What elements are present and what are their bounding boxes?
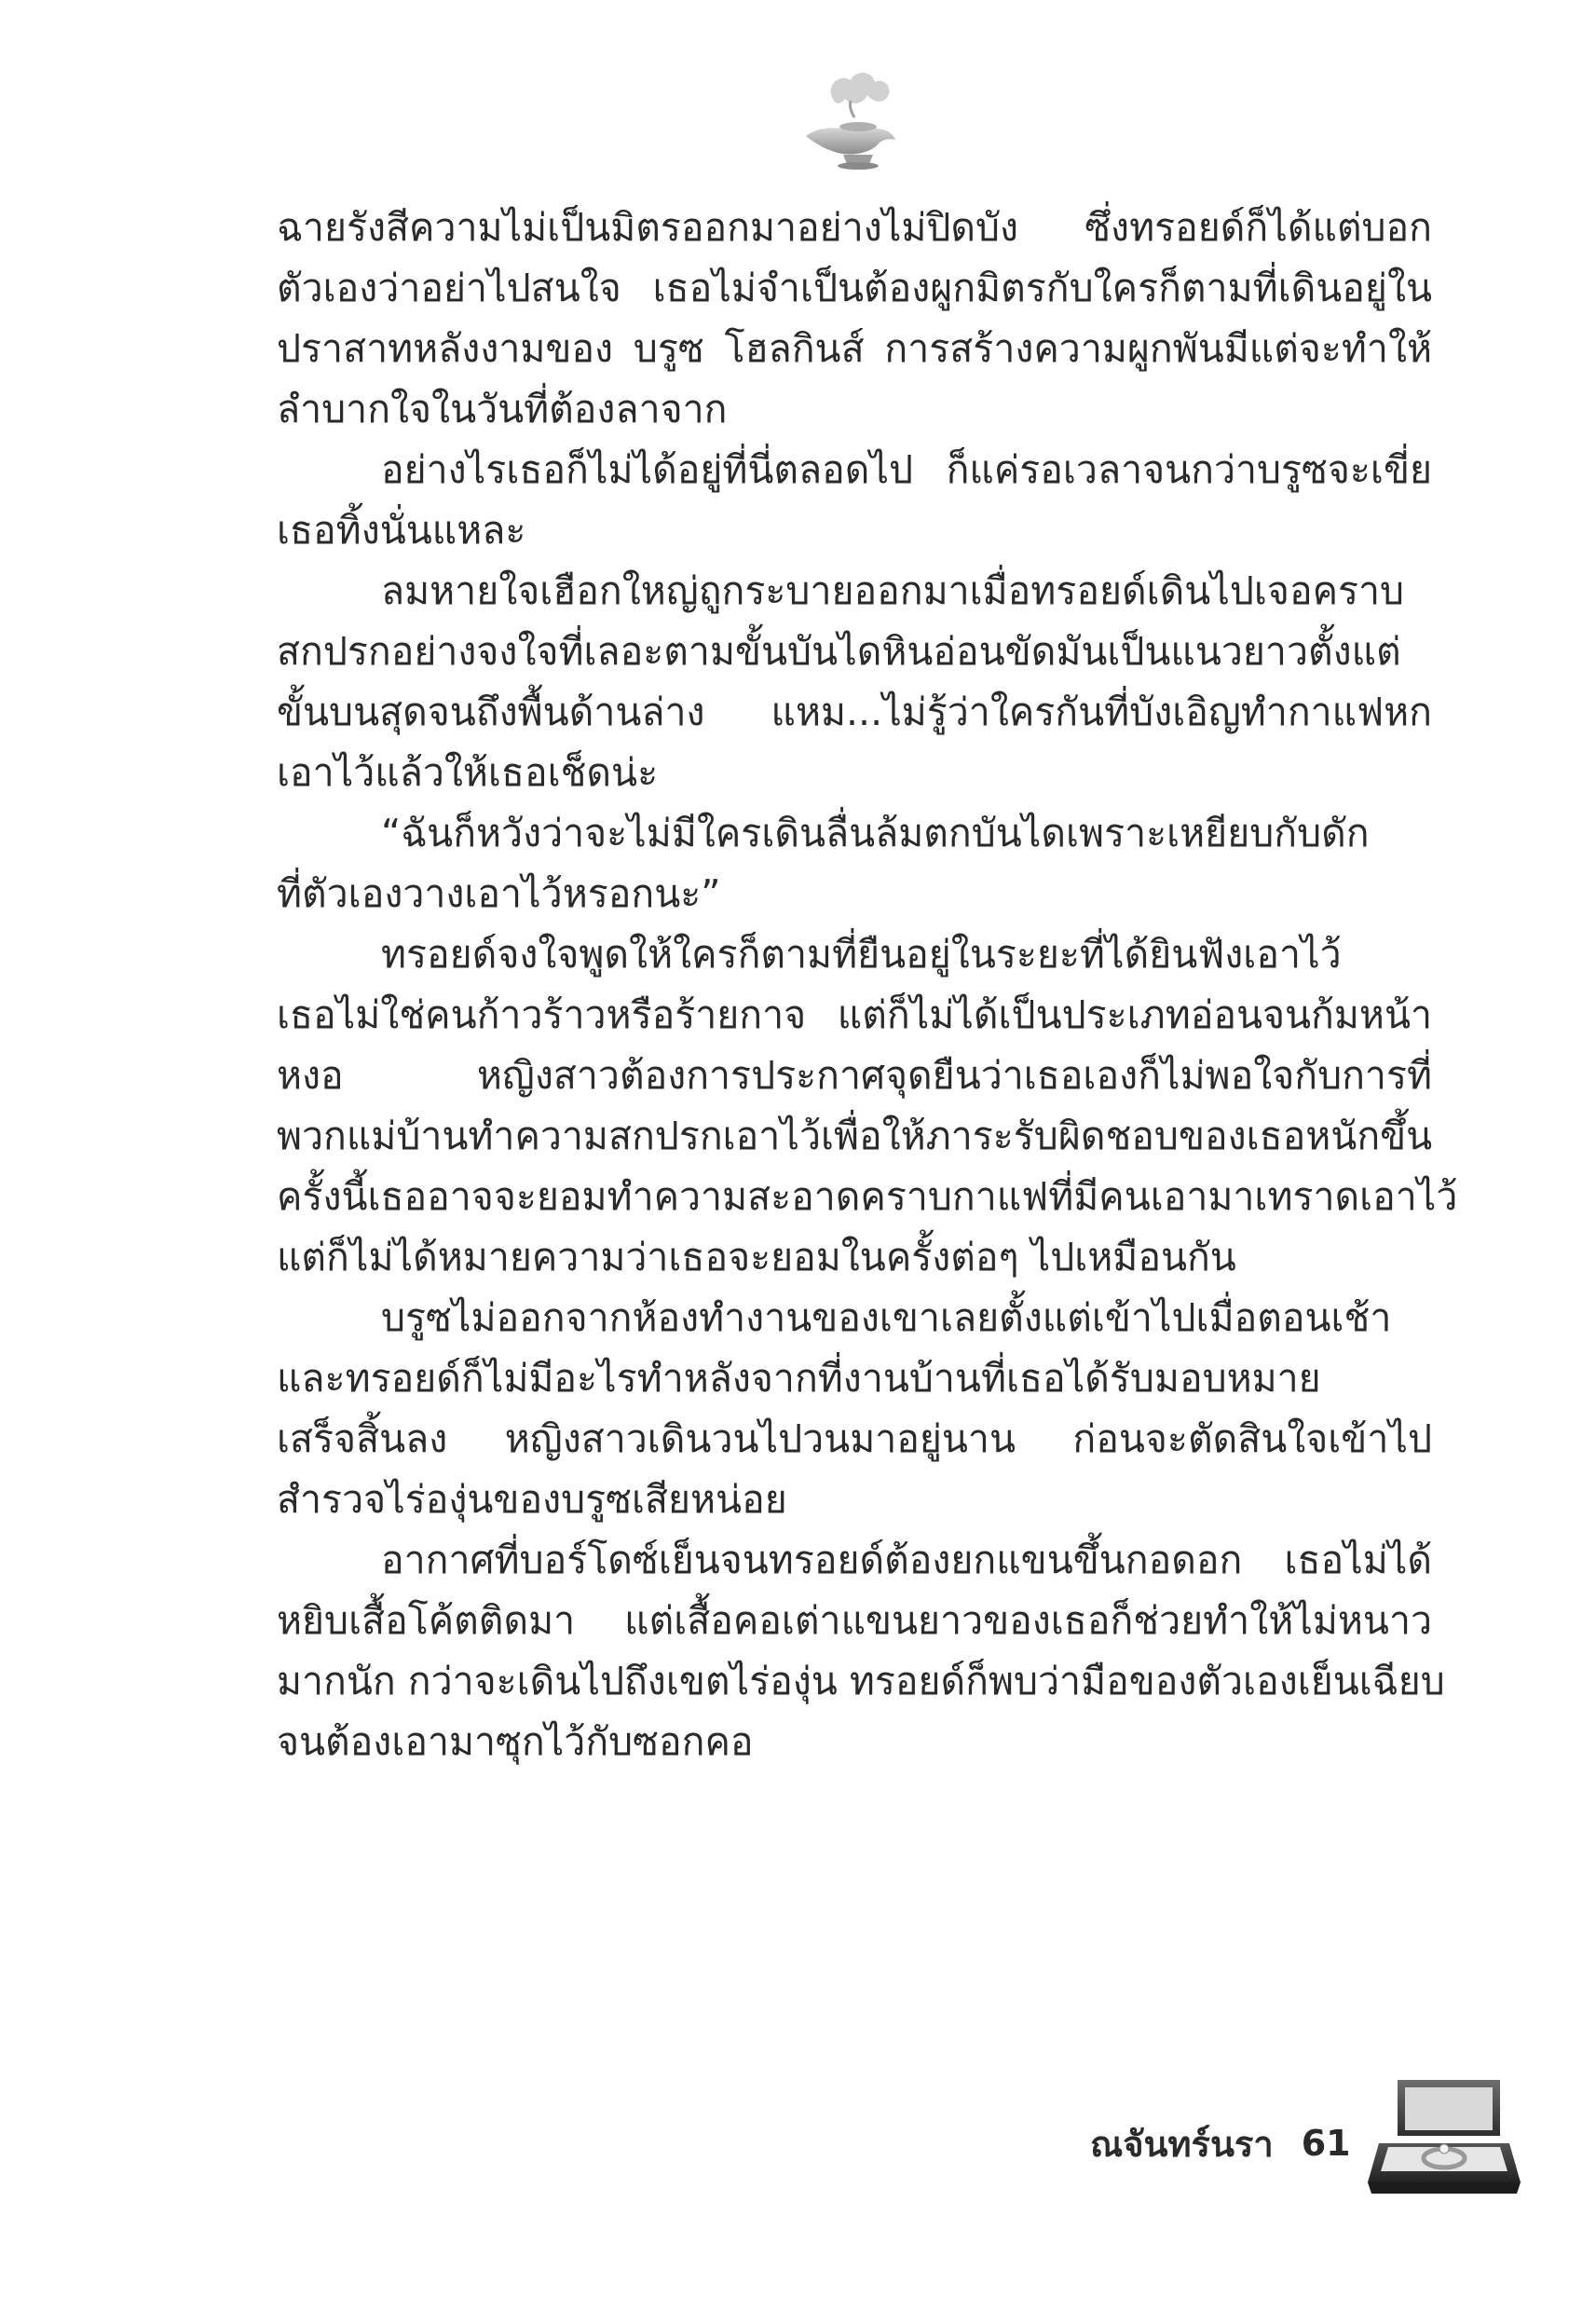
text-line: “ฉันก็หวังว่าจะไม่มีใครเดินลื่นล้มตกบันไดเพราะเหยียบกับดัก — [381, 811, 1370, 855]
text-line: หงอ หญิงสาวต้องการประกาศจุดยืนว่าเธอเองก็ไม่พอใจกับการที่ — [277, 1053, 1432, 1098]
text-line: ลำบากใจในวันที่ต้องลาจาก — [277, 387, 728, 431]
text-line: เธอไม่ใช่คนก้าวร้าวหรือร้ายกาจ แต่ก็ไม่ได้เป็นประเภทอ่อนจนก้มหน้า — [277, 992, 1432, 1037]
text-line: จนต้องเอามาซุกไว้กับซอกคอ — [277, 1719, 754, 1764]
text-line: เธอทิ้งนั่นแหละ — [277, 508, 526, 553]
text-line: ลมหายใจเฮือกใหญ่ถูกระบายออกมาเมื่อทรอยด์เดินไปเจอคราบ — [381, 568, 1405, 613]
page-footer — [1090, 2115, 1351, 2171]
ring-box-icon — [1360, 2071, 1528, 2210]
page-body-text — [277, 198, 1458, 1772]
text-line: ฉายรังสีความไม่เป็นมิตรออกมาอย่างไม่ปิดบัง ซึ่งทรอยด์ก็ได้แต่บอก — [277, 205, 1432, 250]
text-line: สำรวจไร่องุ่นของบรูซเสียหน่อย — [277, 1477, 787, 1522]
text-line: ตัวเองว่าอย่าไปสนใจ เธอไม่จำเป็นต้องผูกมิตรกับใครก็ตามที่เดินอยู่ใน — [277, 266, 1432, 310]
text-line: เอาไว้แล้วให้เธอเช็ดน่ะ — [277, 750, 659, 795]
text-line: ที่ตัวเองวางเอาไว้หรอกนะ” — [277, 871, 721, 916]
author-name: ณจันทร์นรา — [1090, 2123, 1274, 2165]
text-line: และทรอยด์ก็ไม่มีอะไรทำหลังจากที่งานบ้านที่เธอได้รับมอบหมาย — [277, 1356, 1321, 1401]
text-line: ทรอยด์จงใจพูดให้ใครก็ตามที่ยืนอยู่ในระยะที่ได้ยินฟังเอาไว้ — [381, 932, 1342, 977]
text-line: อากาศที่บอร์โดซ์เย็นจนทรอยด์ต้องยกแขนขึ้นกอดอก เธอไม่ได้ — [381, 1538, 1432, 1582]
text-line: หยิบเสื้อโค้ตติดมา แต่เสื้อคอเต่าแขนยาวของเธอก็ช่วยทำให้ไม่หนาว — [277, 1598, 1432, 1643]
text-line: บรูซไม่ออกจากห้องทำงานของเขาเลยตั้งแต่เข้าไปเมื่อตอนเช้า — [381, 1295, 1392, 1340]
text-line: สกปรกอย่างจงใจที่เลอะตามขั้นบันไดหินอ่อนขัดมันเป็นแนวยาวตั้งแต่ — [277, 629, 1401, 674]
genie-lamp-icon — [797, 63, 908, 175]
text-line: ขั้นบนสุดจนถึงพื้นด้านล่าง แหม...ไม่รู้ว่าใครกันที่บังเอิญทำกาแฟหก — [277, 690, 1432, 734]
text-line: แต่ก็ไม่ได้หมายความว่าเธอจะยอมในครั้งต่อๆ ไปเหมือนกัน — [277, 1235, 1236, 1279]
text-line: อย่างไรเธอก็ไม่ได้อยู่ที่นี่ตลอดไป ก็แค่รอเวลาจนกว่าบรูซจะเขี่ย — [381, 447, 1432, 492]
text-line: มากนัก กว่าจะเดินไปถึงเขตไร่องุ่น ทรอยด์ก็พบว่ามือของตัวเองเย็นเฉียบ — [277, 1659, 1445, 1703]
text-line: เสร็จสิ้นลง หญิงสาวเดินวนไปวนมาอยู่นาน ก่อนจะตัดสินใจเข้าไป — [277, 1416, 1432, 1461]
text-line: ครั้งนี้เธออาจจะยอมทำความสะอาดคราบกาแฟที่มีคนเอามาเทราดเอาไว้ — [277, 1174, 1458, 1219]
page-number: 61 — [1301, 2123, 1351, 2164]
text-line: ปราสาทหลังงามของ บรูซ โฮลกินส์ การสร้างความผูกพันมีแต่จะทำให้ — [277, 326, 1432, 371]
text-line: พวกแม่บ้านทำความสกปรกเอาไว้เพื่อให้ภาระรับผิดชอบของเธอหนักขึ้น — [277, 1114, 1433, 1158]
